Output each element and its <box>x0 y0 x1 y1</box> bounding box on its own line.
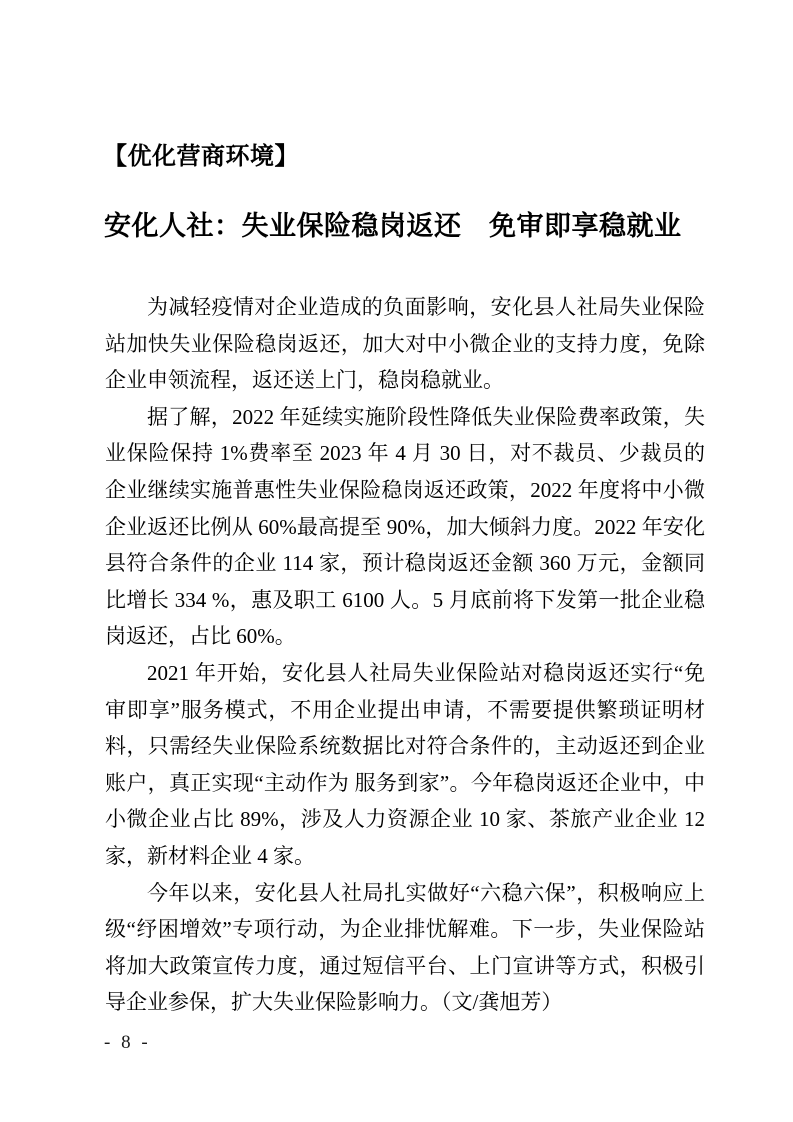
article-body <box>105 289 705 1021</box>
paragraph-4: 今年以来，安化县人社局扎实做好“六稳六保”，积极响应上级“纾困增效”专项行动，为企业排忧解难。下一步，失业保险站将加大政策宣传力度，通过短信平台、上门宣讲等方式，积极引导企业参保，扩大失业保险影响力。（文/龚旭芳） <box>105 880 705 1015</box>
article-title: 安化人社：失业保险稳岗返还 免审即享稳就业 <box>104 211 682 241</box>
page-number: - 8 - <box>104 1032 151 1053</box>
section-header: 【优化营商环境】 <box>103 143 299 170</box>
paragraph-1: 为减轻疫情对企业造成的负面影响，安化县人社局失业保险站加快失业保险稳岗返还，加大对中小微企业的支持力度，免除企业申领流程，返还送上门，稳岗稳就业。 <box>105 295 705 393</box>
paragraph-3: 2021 年开始，安化县人社局失业保险站对稳岗返还实行“免审即享”服务模式，不用企业提出申请，不需要提供繁琐证明材料，只需经失业保险系统数据比对符合条件的，主动返还到企业账户，真正实现“主动作为 服务到家”。今年稳岗返还企业中，中小微企业占比 89%，涉及人力资源企业 10 家、茶旅产业企业 12 家，新材料企业 4 家。 <box>105 660 705 868</box>
paragraph-2: 据了解，2022 年延续实施阶段性降低失业保险费率政策，失业保险保持 1%费率至 2023 年 4 月 30 日，对不裁员、少裁员的企业继续实施普惠性失业保险稳岗返还政策，2022 年度将中小微企业返还比例从 60%最高提至 90%，加大倾斜力度。2022 年安化县符合条件的企业 114 家，预计稳岗返还金额 360 万元，金额同比增长 334 %，惠及职工 6100 人。5 月底前将下发第一批企业稳岗返还，占比 60%。 <box>105 404 705 649</box>
